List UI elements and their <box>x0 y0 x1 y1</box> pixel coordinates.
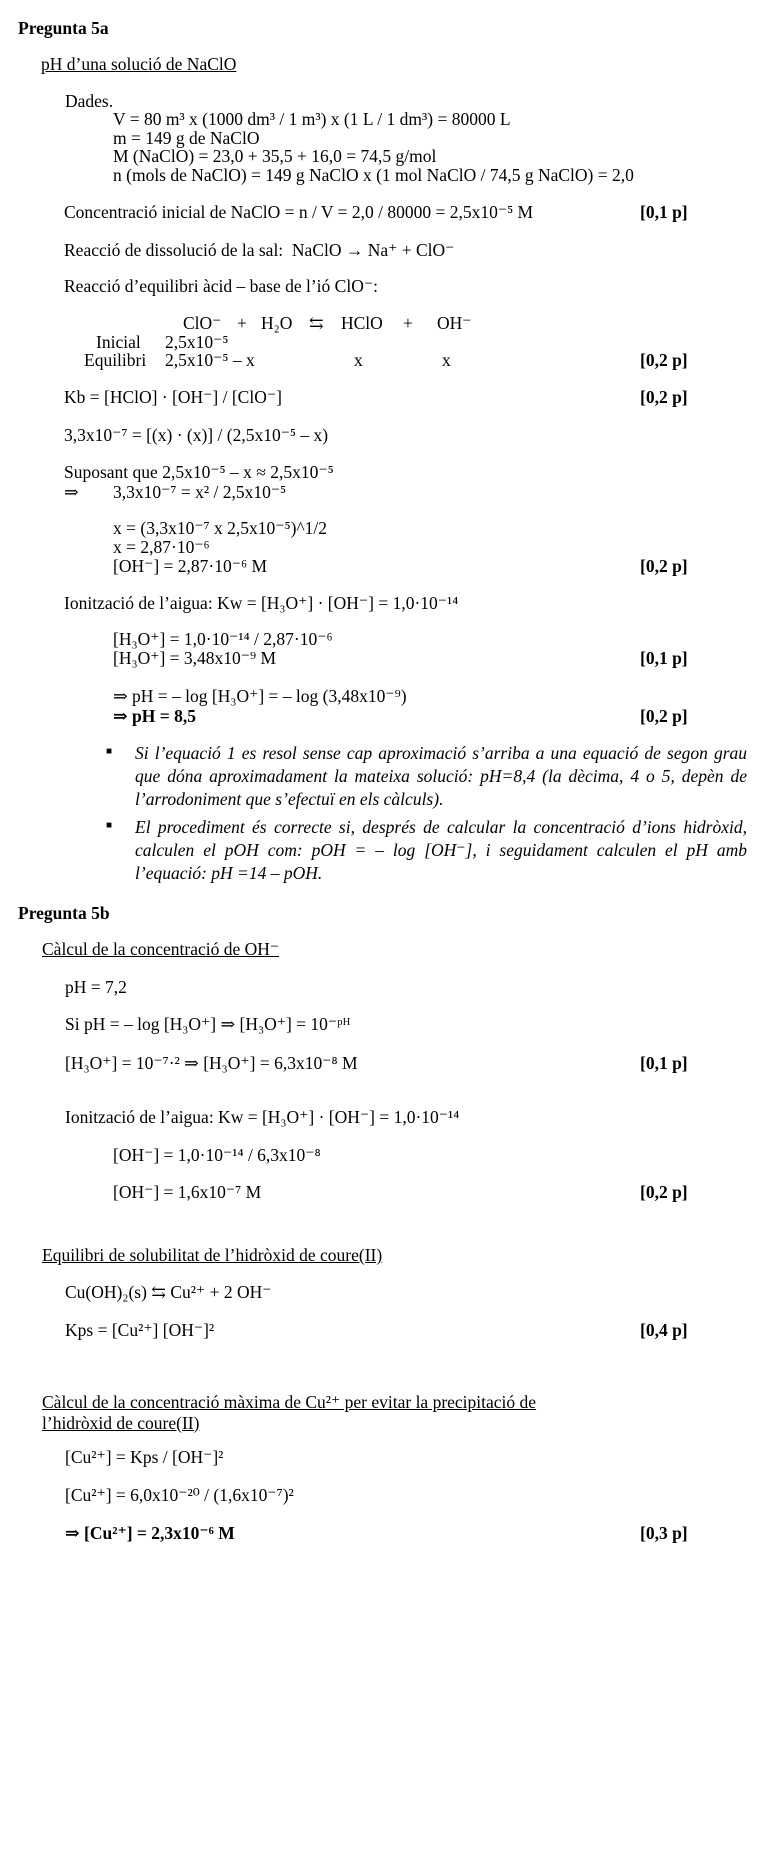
points-badge: [0,4 p] <box>640 1320 688 1340</box>
section-subtitle-oh: Càlcul de la concentració de OH⁻ <box>42 939 280 959</box>
h3o-value: [H₃O⁺] = 3,48x10⁻⁹ M <box>113 648 277 668</box>
assumption-result: 3,3x10⁻⁷ = x² / 2,5x10⁻⁵ <box>113 482 287 502</box>
solubility-equation: Cu(OH)₂(s) ⇆ Cu²⁺ + 2 OH⁻ <box>65 1282 272 1302</box>
x-value: x = 2,87·10⁻⁶ <box>113 537 210 557</box>
equilibrium-label: Reacció d’equilibri àcid – base de l’ió ClO⁻: <box>64 276 378 296</box>
ph-formula: ⇒ pH = – log [H₃O⁺] = – log (3,48x10⁻⁹) <box>113 686 407 706</box>
volume-line: V = 80 m³ x (1000 dm³ / 1 m³) x (1 L / 1 dm³) = 80000 L <box>113 109 511 129</box>
points-badge: [0,1 p] <box>640 648 688 668</box>
water-ionization-line: Ionització de l’aigua: Kw = [H₃O⁺] · [OH⁻] = 1,0·10⁻¹⁴ <box>64 593 459 613</box>
h3o-calculation: [H₃O⁺] = 10⁻⁷·² ⇒ [H₃O⁺] = 6,3x10⁻⁸ M <box>65 1053 358 1073</box>
points-badge: [0,1 p] <box>640 1053 688 1073</box>
dissolution-equation: NaClO → Na⁺ + ClO⁻ <box>291 240 455 260</box>
table-product-hclo: HClO <box>341 313 383 333</box>
ph-given: pH = 7,2 <box>65 977 127 997</box>
section-subtitle-solubility: Equilibri de solubilitat de l’hidròxid de coure(II) <box>42 1245 383 1265</box>
points-badge: [0,2 p] <box>640 350 688 370</box>
ph-definition: Si pH = – log [H₃O⁺] ⇒ [H₃O⁺] = 10⁻ᵖᴴ <box>65 1014 351 1034</box>
section-subtitle-5a: pH d’una solució de NaClO <box>41 54 237 74</box>
kb-expression: Kb = [HClO] · [OH⁻] / [ClO⁻] <box>64 387 282 407</box>
cu-result: ⇒ [Cu²⁺] = 2,3x10⁻⁶ M <box>65 1523 235 1543</box>
table-initial-label: Inicial <box>96 332 141 352</box>
cu-formula: [Cu²⁺] = Kps / [OH⁻]² <box>65 1447 224 1467</box>
table-equilibrium-x-hclo: x <box>354 350 363 370</box>
data-label: Dades. <box>65 91 114 111</box>
water-ionization-line: Ionització de l’aigua: Kw = [H₃O⁺] · [OH⁻] = 1,0·10⁻¹⁴ <box>65 1107 460 1127</box>
points-badge: [0,2 p] <box>640 556 688 576</box>
note-paragraph: Si l’equació 1 es resol sense cap aproximació s’arriba a una equació de segon grau que dóna aproximadament la mateixa solució: pH=8,4 (la dècima, 4 o 5, depèn de l’arrodoniment que s’efectuï en els càlculs). <box>135 743 747 810</box>
note-paragraph: El procediment és correcte si, després de calcular la concentració d’ions hidròxid, calculen el pOH com: pOH = – log [OH⁻], i seguidament calculen el pH amb l’equació: pH =14 – pOH. <box>135 817 747 884</box>
kps-expression: Kps = [Cu²⁺] [OH⁻]² <box>65 1320 215 1340</box>
ph-result: ⇒ pH = 8,5 <box>113 706 196 726</box>
bullet-icon: ■ <box>106 820 113 831</box>
table-equilibrium-x-oh: x <box>442 350 451 370</box>
mass-line: m = 149 g de NaClO <box>113 128 260 148</box>
points-badge: [0,2 p] <box>640 1182 688 1202</box>
section-title-5b: Pregunta 5b <box>18 903 110 923</box>
table-reactant-water: H₂O <box>261 313 293 333</box>
table-initial-value: 2,5x10⁻⁵ <box>165 332 229 352</box>
points-badge: [0,3 p] <box>640 1523 688 1543</box>
points-badge: [0,2 p] <box>640 706 688 726</box>
bullet-icon: ■ <box>106 746 113 757</box>
table-reactant-clo: ClO⁻ <box>183 313 222 333</box>
initial-concentration-line: Concentració inicial de NaClO = n / V = 2,0 / 80000 = 2,5x10⁻⁵ M <box>64 202 534 222</box>
dissolution-label: Reacció de dissolució de la sal: <box>64 240 284 260</box>
implies-icon: ⇒ <box>64 482 79 502</box>
cu-calculation: [Cu²⁺] = 6,0x10⁻²⁰ / (1,6x10⁻⁷)² <box>65 1485 294 1505</box>
section-title-5a: Pregunta 5a <box>18 18 109 38</box>
kb-value-equation: 3,3x10⁻⁷ = [(x) · (x)] / (2,5x10⁻⁵ – x) <box>64 425 329 445</box>
equilibrium-arrow-icon: ⇆ <box>309 313 324 333</box>
section-subtitle-max-cu: Càlcul de la concentració màxima de Cu²⁺ per evitar la precipitació de l’hidròxid de coure(II) <box>42 1392 537 1433</box>
oh-value: [OH⁻] = 1,6x10⁻⁷ M <box>113 1182 262 1202</box>
moles-line: n (mols de NaClO) = 149 g NaClO x (1 mol NaClO / 74,5 g NaClO) = 2,0 <box>113 165 634 185</box>
dissolution-line <box>64 240 454 260</box>
x-formula: x = (3,3x10⁻⁷ x 2,5x10⁻⁵)^1/2 <box>113 518 328 538</box>
assumption-line: Suposant que 2,5x10⁻⁵ – x ≈ 2,5x10⁻⁵ <box>64 462 334 482</box>
table-equilibrium-label: Equilibri <box>84 350 147 370</box>
molar-mass-line: M (NaClO) = 23,0 + 35,5 + 16,0 = 74,5 g/mol <box>113 146 437 166</box>
table-product-oh: OH⁻ <box>437 313 472 333</box>
h3o-formula: [H₃O⁺] = 1,0·10⁻¹⁴ / 2,87·10⁻⁶ <box>113 629 333 649</box>
points-badge: [0,2 p] <box>640 387 688 407</box>
oh-formula: [OH⁻] = 1,0·10⁻¹⁴ / 6,3x10⁻⁸ <box>113 1145 321 1165</box>
points-badge: [0,1 p] <box>640 202 688 222</box>
table-plus-1: + <box>237 313 247 333</box>
oh-concentration: [OH⁻] = 2,87·10⁻⁶ M <box>113 556 268 576</box>
table-plus-2: + <box>403 313 413 333</box>
table-equilibrium-value: 2,5x10⁻⁵ – x <box>165 350 255 370</box>
